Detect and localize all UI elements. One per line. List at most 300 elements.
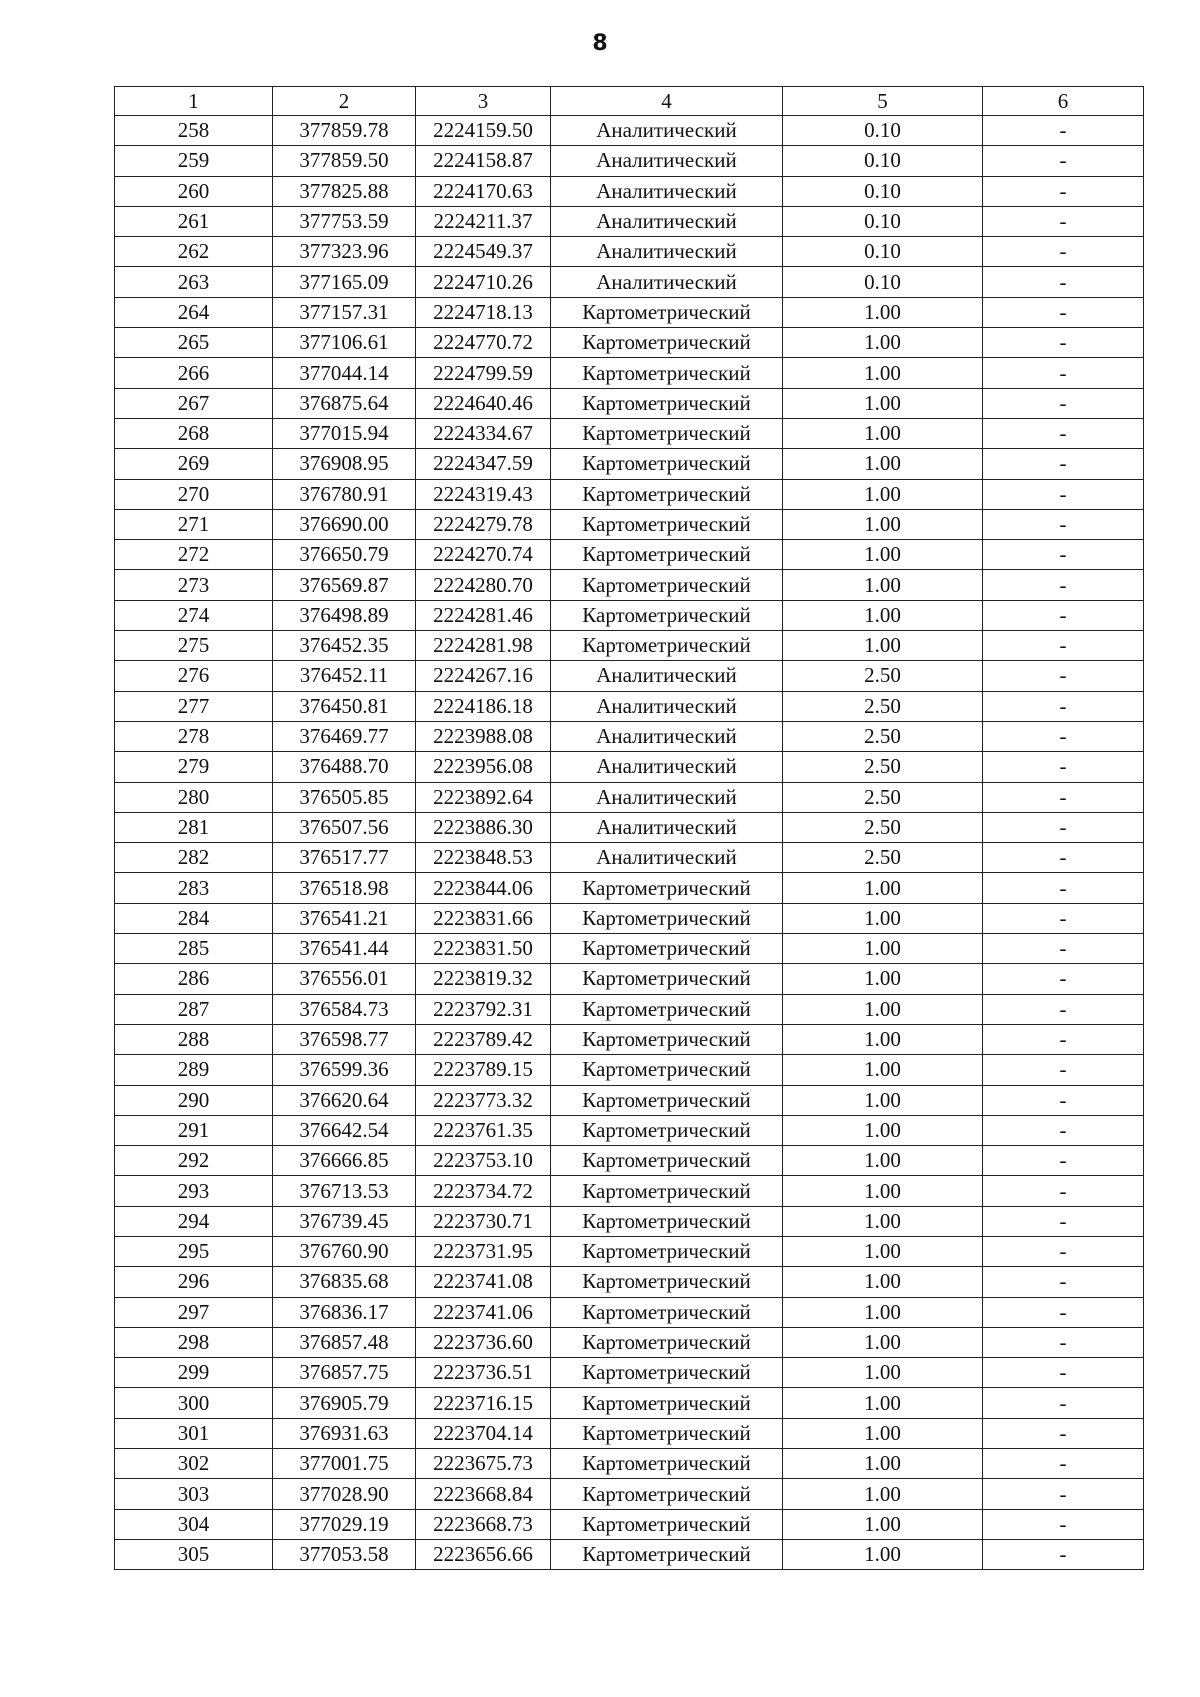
y-coordinate-cell: 2223731.95 [416, 1236, 551, 1266]
y-coordinate-cell: 2224334.67 [416, 418, 551, 448]
note-cell: - [983, 1055, 1144, 1085]
accuracy-cell: 1.00 [783, 600, 983, 630]
y-coordinate-cell: 2224319.43 [416, 479, 551, 509]
method-cell: Аналитический [551, 691, 783, 721]
note-cell: - [983, 1479, 1144, 1509]
table-row [115, 1388, 1144, 1418]
point-number-cell: 262 [115, 237, 273, 267]
column-header: 6 [983, 87, 1144, 116]
y-coordinate-cell: 2223753.10 [416, 1146, 551, 1176]
x-coordinate-cell: 377859.78 [273, 116, 416, 146]
point-number-cell: 286 [115, 964, 273, 994]
table-row [115, 1327, 1144, 1357]
x-coordinate-cell: 376642.54 [273, 1115, 416, 1145]
point-number-cell: 285 [115, 934, 273, 964]
note-cell: - [983, 1085, 1144, 1115]
y-coordinate-cell: 2223736.60 [416, 1327, 551, 1357]
x-coordinate-cell: 377029.19 [273, 1509, 416, 1539]
x-coordinate-cell: 377165.09 [273, 267, 416, 297]
note-cell: - [983, 752, 1144, 782]
accuracy-cell: 0.10 [783, 267, 983, 297]
x-coordinate-cell: 376599.36 [273, 1055, 416, 1085]
accuracy-cell: 1.00 [783, 994, 983, 1024]
accuracy-cell: 1.00 [783, 1358, 983, 1388]
y-coordinate-cell: 2223716.15 [416, 1388, 551, 1418]
point-number-cell: 276 [115, 661, 273, 691]
x-coordinate-cell: 376541.21 [273, 903, 416, 933]
x-coordinate-cell: 377053.58 [273, 1539, 416, 1569]
table-row [115, 1115, 1144, 1145]
accuracy-cell: 1.00 [783, 358, 983, 388]
method-cell: Картометрический [551, 1236, 783, 1266]
method-cell: Аналитический [551, 782, 783, 812]
point-number-cell: 300 [115, 1388, 273, 1418]
column-header: 5 [783, 87, 983, 116]
x-coordinate-cell: 376452.11 [273, 661, 416, 691]
point-number-cell: 263 [115, 267, 273, 297]
x-coordinate-cell: 376650.79 [273, 540, 416, 570]
table-row [115, 146, 1144, 176]
table-row [115, 1358, 1144, 1388]
y-coordinate-cell: 2224267.16 [416, 661, 551, 691]
x-coordinate-cell: 376875.64 [273, 388, 416, 418]
method-cell: Аналитический [551, 267, 783, 297]
y-coordinate-cell: 2224799.59 [416, 358, 551, 388]
method-cell: Картометрический [551, 1206, 783, 1236]
method-cell: Картометрический [551, 1176, 783, 1206]
point-number-cell: 292 [115, 1146, 273, 1176]
note-cell: - [983, 328, 1144, 358]
y-coordinate-cell: 2223956.08 [416, 752, 551, 782]
accuracy-cell: 2.50 [783, 812, 983, 842]
accuracy-cell: 1.00 [783, 1418, 983, 1448]
method-cell: Аналитический [551, 812, 783, 842]
x-coordinate-cell: 376836.17 [273, 1297, 416, 1327]
table-row [115, 1479, 1144, 1509]
method-cell: Картометрический [551, 873, 783, 903]
point-number-cell: 273 [115, 570, 273, 600]
x-coordinate-cell: 376517.77 [273, 843, 416, 873]
accuracy-cell: 1.00 [783, 1055, 983, 1085]
x-coordinate-cell: 376488.70 [273, 752, 416, 782]
point-number-cell: 283 [115, 873, 273, 903]
note-cell: - [983, 843, 1144, 873]
accuracy-cell: 0.10 [783, 116, 983, 146]
y-coordinate-cell: 2223848.53 [416, 843, 551, 873]
method-cell: Картометрический [551, 1479, 783, 1509]
method-cell: Картометрический [551, 328, 783, 358]
method-cell: Картометрический [551, 903, 783, 933]
accuracy-cell: 1.00 [783, 1236, 983, 1266]
point-number-cell: 289 [115, 1055, 273, 1085]
accuracy-cell: 2.50 [783, 721, 983, 751]
table-row [115, 1146, 1144, 1176]
note-cell: - [983, 964, 1144, 994]
accuracy-cell: 1.00 [783, 418, 983, 448]
table-row [115, 1418, 1144, 1448]
note-cell: - [983, 903, 1144, 933]
x-coordinate-cell: 376452.35 [273, 631, 416, 661]
accuracy-cell: 2.50 [783, 661, 983, 691]
table-row [115, 1085, 1144, 1115]
point-number-cell: 274 [115, 600, 273, 630]
note-cell: - [983, 479, 1144, 509]
y-coordinate-cell: 2223819.32 [416, 964, 551, 994]
accuracy-cell: 1.00 [783, 1176, 983, 1206]
method-cell: Картометрический [551, 1449, 783, 1479]
x-coordinate-cell: 376450.81 [273, 691, 416, 721]
point-number-cell: 271 [115, 509, 273, 539]
point-number-cell: 281 [115, 812, 273, 842]
y-coordinate-cell: 2224186.18 [416, 691, 551, 721]
accuracy-cell: 2.50 [783, 843, 983, 873]
method-cell: Аналитический [551, 752, 783, 782]
accuracy-cell: 1.00 [783, 1509, 983, 1539]
note-cell: - [983, 388, 1144, 418]
y-coordinate-cell: 2223844.06 [416, 873, 551, 903]
note-cell: - [983, 1236, 1144, 1266]
note-cell: - [983, 176, 1144, 206]
accuracy-cell: 1.00 [783, 509, 983, 539]
x-coordinate-cell: 376518.98 [273, 873, 416, 903]
table-row [115, 540, 1144, 570]
x-coordinate-cell: 376569.87 [273, 570, 416, 600]
table-row [115, 721, 1144, 751]
coordinates-table [114, 86, 1144, 1570]
x-coordinate-cell: 376908.95 [273, 449, 416, 479]
table-row [115, 267, 1144, 297]
method-cell: Картометрический [551, 1146, 783, 1176]
point-number-cell: 266 [115, 358, 273, 388]
method-cell: Картометрический [551, 600, 783, 630]
method-cell: Картометрический [551, 509, 783, 539]
x-coordinate-cell: 377028.90 [273, 1479, 416, 1509]
accuracy-cell: 1.00 [783, 297, 983, 327]
y-coordinate-cell: 2223988.08 [416, 721, 551, 751]
y-coordinate-cell: 2224281.98 [416, 631, 551, 661]
note-cell: - [983, 267, 1144, 297]
table-row [115, 934, 1144, 964]
x-coordinate-cell: 377323.96 [273, 237, 416, 267]
method-cell: Аналитический [551, 206, 783, 236]
x-coordinate-cell: 376835.68 [273, 1267, 416, 1297]
accuracy-cell: 1.00 [783, 1267, 983, 1297]
accuracy-cell: 0.10 [783, 206, 983, 236]
method-cell: Картометрический [551, 1267, 783, 1297]
point-number-cell: 279 [115, 752, 273, 782]
x-coordinate-cell: 376498.89 [273, 600, 416, 630]
note-cell: - [983, 691, 1144, 721]
table-row [115, 994, 1144, 1024]
note-cell: - [983, 1327, 1144, 1357]
accuracy-cell: 1.00 [783, 570, 983, 600]
table-row [115, 570, 1144, 600]
y-coordinate-cell: 2224347.59 [416, 449, 551, 479]
y-coordinate-cell: 2224279.78 [416, 509, 551, 539]
y-coordinate-cell: 2223741.08 [416, 1267, 551, 1297]
accuracy-cell: 1.00 [783, 1539, 983, 1569]
method-cell: Картометрический [551, 964, 783, 994]
y-coordinate-cell: 2224549.37 [416, 237, 551, 267]
note-cell: - [983, 873, 1144, 903]
table-row [115, 449, 1144, 479]
table-row [115, 782, 1144, 812]
point-number-cell: 303 [115, 1479, 273, 1509]
x-coordinate-cell: 376584.73 [273, 994, 416, 1024]
page-number: 8 [592, 31, 608, 56]
table-row [115, 631, 1144, 661]
x-coordinate-cell: 377825.88 [273, 176, 416, 206]
method-cell: Аналитический [551, 116, 783, 146]
y-coordinate-cell: 2224159.50 [416, 116, 551, 146]
point-number-cell: 287 [115, 994, 273, 1024]
method-cell: Картометрический [551, 1539, 783, 1569]
x-coordinate-cell: 376507.56 [273, 812, 416, 842]
accuracy-cell: 1.00 [783, 1297, 983, 1327]
method-cell: Аналитический [551, 843, 783, 873]
x-coordinate-cell: 376739.45 [273, 1206, 416, 1236]
x-coordinate-cell: 376666.85 [273, 1146, 416, 1176]
y-coordinate-cell: 2223734.72 [416, 1176, 551, 1206]
point-number-cell: 304 [115, 1509, 273, 1539]
y-coordinate-cell: 2224211.37 [416, 206, 551, 236]
x-coordinate-cell: 376780.91 [273, 479, 416, 509]
y-coordinate-cell: 2224270.74 [416, 540, 551, 570]
method-cell: Аналитический [551, 721, 783, 751]
column-header: 2 [273, 87, 416, 116]
x-coordinate-cell: 376469.77 [273, 721, 416, 751]
method-cell: Аналитический [551, 146, 783, 176]
x-coordinate-cell: 376620.64 [273, 1085, 416, 1115]
table-row [115, 1055, 1144, 1085]
table-row [115, 812, 1144, 842]
point-number-cell: 261 [115, 206, 273, 236]
x-coordinate-cell: 376857.48 [273, 1327, 416, 1357]
method-cell: Картометрический [551, 297, 783, 327]
note-cell: - [983, 449, 1144, 479]
y-coordinate-cell: 2224710.26 [416, 267, 551, 297]
note-cell: - [983, 146, 1144, 176]
note-cell: - [983, 540, 1144, 570]
point-number-cell: 301 [115, 1418, 273, 1448]
method-cell: Картометрический [551, 358, 783, 388]
note-cell: - [983, 1146, 1144, 1176]
note-cell: - [983, 570, 1144, 600]
x-coordinate-cell: 376931.63 [273, 1418, 416, 1448]
y-coordinate-cell: 2224770.72 [416, 328, 551, 358]
table-row [115, 964, 1144, 994]
accuracy-cell: 1.00 [783, 1115, 983, 1145]
y-coordinate-cell: 2223892.64 [416, 782, 551, 812]
note-cell: - [983, 358, 1144, 388]
y-coordinate-cell: 2223704.14 [416, 1418, 551, 1448]
note-cell: - [983, 1206, 1144, 1236]
table-row [115, 1236, 1144, 1266]
note-cell: - [983, 1267, 1144, 1297]
point-number-cell: 267 [115, 388, 273, 418]
x-coordinate-cell: 376905.79 [273, 1388, 416, 1418]
note-cell: - [983, 116, 1144, 146]
y-coordinate-cell: 2224281.46 [416, 600, 551, 630]
accuracy-cell: 2.50 [783, 691, 983, 721]
note-cell: - [983, 1297, 1144, 1327]
method-cell: Аналитический [551, 176, 783, 206]
method-cell: Аналитический [551, 237, 783, 267]
accuracy-cell: 1.00 [783, 1479, 983, 1509]
column-header: 4 [551, 87, 783, 116]
method-cell: Картометрический [551, 1358, 783, 1388]
table-row [115, 297, 1144, 327]
table-row [115, 752, 1144, 782]
accuracy-cell: 1.00 [783, 1085, 983, 1115]
table-row [115, 873, 1144, 903]
table-row [115, 843, 1144, 873]
note-cell: - [983, 237, 1144, 267]
point-number-cell: 275 [115, 631, 273, 661]
method-cell: Картометрический [551, 1297, 783, 1327]
point-number-cell: 264 [115, 297, 273, 327]
note-cell: - [983, 1176, 1144, 1206]
point-number-cell: 302 [115, 1449, 273, 1479]
accuracy-cell: 1.00 [783, 1327, 983, 1357]
point-number-cell: 293 [115, 1176, 273, 1206]
method-cell: Картометрический [551, 1085, 783, 1115]
method-cell: Картометрический [551, 540, 783, 570]
accuracy-cell: 1.00 [783, 873, 983, 903]
y-coordinate-cell: 2223792.31 [416, 994, 551, 1024]
point-number-cell: 277 [115, 691, 273, 721]
point-number-cell: 291 [115, 1115, 273, 1145]
accuracy-cell: 1.00 [783, 449, 983, 479]
point-number-cell: 305 [115, 1539, 273, 1569]
y-coordinate-cell: 2223656.66 [416, 1539, 551, 1569]
point-number-cell: 259 [115, 146, 273, 176]
x-coordinate-cell: 377753.59 [273, 206, 416, 236]
point-number-cell: 282 [115, 843, 273, 873]
method-cell: Картометрический [551, 479, 783, 509]
note-cell: - [983, 994, 1144, 1024]
accuracy-cell: 1.00 [783, 1146, 983, 1176]
note-cell: - [983, 1539, 1144, 1569]
method-cell: Картометрический [551, 1115, 783, 1145]
note-cell: - [983, 206, 1144, 236]
y-coordinate-cell: 2223668.84 [416, 1479, 551, 1509]
y-coordinate-cell: 2223886.30 [416, 812, 551, 842]
y-coordinate-cell: 2224640.46 [416, 388, 551, 418]
table-row [115, 479, 1144, 509]
x-coordinate-cell: 377015.94 [273, 418, 416, 448]
method-cell: Картометрический [551, 994, 783, 1024]
y-coordinate-cell: 2223668.73 [416, 1509, 551, 1539]
x-coordinate-cell: 376556.01 [273, 964, 416, 994]
y-coordinate-cell: 2223736.51 [416, 1358, 551, 1388]
note-cell: - [983, 812, 1144, 842]
table-body [115, 116, 1144, 1570]
y-coordinate-cell: 2224170.63 [416, 176, 551, 206]
point-number-cell: 280 [115, 782, 273, 812]
accuracy-cell: 2.50 [783, 752, 983, 782]
table-row [115, 1267, 1144, 1297]
point-number-cell: 290 [115, 1085, 273, 1115]
y-coordinate-cell: 2223773.32 [416, 1085, 551, 1115]
method-cell: Картометрический [551, 631, 783, 661]
x-coordinate-cell: 376505.85 [273, 782, 416, 812]
y-coordinate-cell: 2224280.70 [416, 570, 551, 600]
method-cell: Картометрический [551, 418, 783, 448]
x-coordinate-cell: 376598.77 [273, 1024, 416, 1054]
point-number-cell: 288 [115, 1024, 273, 1054]
note-cell: - [983, 1418, 1144, 1448]
table-row [115, 358, 1144, 388]
point-number-cell: 284 [115, 903, 273, 933]
x-coordinate-cell: 376690.00 [273, 509, 416, 539]
note-cell: - [983, 509, 1144, 539]
y-coordinate-cell: 2223741.06 [416, 1297, 551, 1327]
point-number-cell: 270 [115, 479, 273, 509]
accuracy-cell: 0.10 [783, 237, 983, 267]
x-coordinate-cell: 377859.50 [273, 146, 416, 176]
accuracy-cell: 0.10 [783, 176, 983, 206]
y-coordinate-cell: 2224158.87 [416, 146, 551, 176]
table-row [115, 328, 1144, 358]
note-cell: - [983, 934, 1144, 964]
table-row [115, 691, 1144, 721]
table-row [115, 661, 1144, 691]
x-coordinate-cell: 377001.75 [273, 1449, 416, 1479]
note-cell: - [983, 661, 1144, 691]
note-cell: - [983, 1509, 1144, 1539]
table-row [115, 1509, 1144, 1539]
accuracy-cell: 1.00 [783, 964, 983, 994]
column-header: 1 [115, 87, 273, 116]
point-number-cell: 294 [115, 1206, 273, 1236]
table-row [115, 1297, 1144, 1327]
note-cell: - [983, 1358, 1144, 1388]
table-row [115, 418, 1144, 448]
y-coordinate-cell: 2223761.35 [416, 1115, 551, 1145]
x-coordinate-cell: 377106.61 [273, 328, 416, 358]
accuracy-cell: 1.00 [783, 540, 983, 570]
accuracy-cell: 2.50 [783, 782, 983, 812]
point-number-cell: 299 [115, 1358, 273, 1388]
point-number-cell: 269 [115, 449, 273, 479]
note-cell: - [983, 1024, 1144, 1054]
table-row [115, 903, 1144, 933]
table-row [115, 509, 1144, 539]
table-row [115, 1206, 1144, 1236]
note-cell: - [983, 782, 1144, 812]
accuracy-cell: 1.00 [783, 328, 983, 358]
x-coordinate-cell: 376760.90 [273, 1236, 416, 1266]
point-number-cell: 272 [115, 540, 273, 570]
point-number-cell: 297 [115, 1297, 273, 1327]
point-number-cell: 265 [115, 328, 273, 358]
table-row [115, 1024, 1144, 1054]
y-coordinate-cell: 2224718.13 [416, 297, 551, 327]
y-coordinate-cell: 2223730.71 [416, 1206, 551, 1236]
accuracy-cell: 0.10 [783, 146, 983, 176]
y-coordinate-cell: 2223831.66 [416, 903, 551, 933]
accuracy-cell: 1.00 [783, 1388, 983, 1418]
table-row [115, 237, 1144, 267]
table-row [115, 600, 1144, 630]
point-number-cell: 260 [115, 176, 273, 206]
note-cell: - [983, 721, 1144, 751]
point-number-cell: 298 [115, 1327, 273, 1357]
point-number-cell: 296 [115, 1267, 273, 1297]
note-cell: - [983, 297, 1144, 327]
accuracy-cell: 1.00 [783, 1024, 983, 1054]
